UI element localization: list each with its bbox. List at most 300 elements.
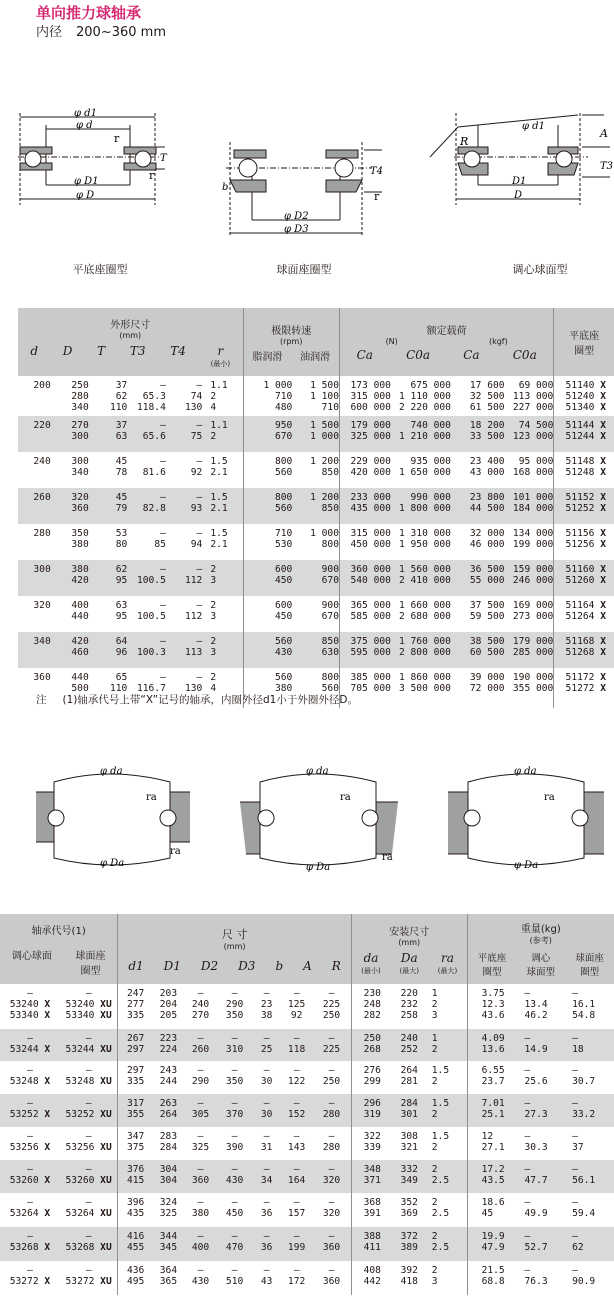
cell-c0a: 1 860 000 3 500 000 <box>398 672 451 694</box>
cell-T3: – 81.6 <box>142 456 166 478</box>
cell-A: – 152 <box>287 1098 306 1120</box>
bearing-number: 51340 <box>565 402 595 413</box>
table-row: – 53264 X – 53264 XU 396 435 324 325 – 380 – 450 – 36 – 157 – 320 368 391 352 369 2 2.5 18.6 45 – 49.9 – 59.4 <box>0 1193 614 1227</box>
cell-w3: – 62 <box>572 1231 584 1253</box>
cell-Da: 220 232 258 <box>400 988 418 1021</box>
cell-w2: – 25.6 <box>524 1065 548 1087</box>
cell-D1: 304 304 <box>159 1164 178 1186</box>
bearing-number: 51240 <box>565 391 595 402</box>
cell-o: 850 630 <box>321 636 339 658</box>
bearing-code: 53340 <box>9 1010 39 1021</box>
table-row: 320 400 440 63 95 – 100.5 – 112 2 3 600 450 900 670 365 000 585 000 1 660 000 2 680 000 37 500 59 500 169 000 273 000 51164 X 51264 X <box>18 596 614 632</box>
cell-o: 1 200 850 <box>310 492 339 514</box>
cell-T4: – 94 <box>190 528 203 550</box>
cell-ca: 360 000 540 000 <box>339 560 390 596</box>
cell-w3: – 16.1 54.8 <box>572 988 596 1021</box>
cell-D2: – 240 270 <box>191 988 210 1021</box>
cell-d1: 376 415 <box>118 1160 153 1193</box>
cell-Da: 308 321 <box>400 1131 418 1153</box>
cell-w1: 3.75 12.3 43.6 <box>467 984 510 1029</box>
bearing-code: – <box>27 1197 33 1208</box>
bearing-code: – <box>85 988 92 999</box>
bearing-code: – <box>27 1265 33 1276</box>
table-row: 220 270 300 37 63 – 65.6 – 75 1.1 2 950 670 1 500 1 000 179 000 325 000 740 000 1 210 000 18 200 33 500 74 500 123 000 51144 X 51244 X <box>18 416 614 452</box>
cell-da: 276 299 <box>351 1061 392 1094</box>
label-b: b <box>222 182 229 193</box>
mount-diagram-align <box>444 762 614 874</box>
table-row: 300 380 420 62 95 – 100.5 – 112 2 3 600 450 900 670 360 000 540 000 1 560 000 2 410 000 36 500 55 000 159 000 246 000 51160 X 51260 X <box>18 560 614 596</box>
diagram-label-align: 调心球面型 <box>512 263 568 276</box>
cell-D2: – 430 <box>191 1265 210 1287</box>
svg-text:ra: ra <box>146 792 157 803</box>
header-speed: 极限转速 (rpm) 脂润滑 油润滑 <box>243 308 339 376</box>
cell-ca: 365 000 585 000 <box>339 596 390 632</box>
cell-T: 65 110 <box>109 672 128 694</box>
cell-r: 2 3 <box>210 564 217 586</box>
cell-c0ak: 169 000 273 000 <box>512 600 554 622</box>
table-row: – 53268 X – 53268 XU 416 455 344 345 – 400 – 470 – 36 – 199 – 360 388 411 372 389 2 2.5 19.9 47.9 – 52.7 – 62 <box>0 1227 614 1261</box>
cell-c0a: 675 000 1 110 000 2 220 000 <box>398 380 451 413</box>
cell-d: 260 <box>33 492 51 503</box>
cell-D: 380 420 <box>71 564 89 586</box>
diagram-label-sphere: 球面座圈型 <box>276 263 332 276</box>
cell-d: 320 <box>33 600 51 611</box>
bearing-number: 51248 <box>565 467 595 478</box>
cell-T4: – 75 <box>190 420 203 442</box>
table-row: – 53244 X – 53244 XU 267 297 223 224 – 260 – 310 – 25 – 118 – 225 250 268 240 252 1 2 4.09 13.6 – 14.9 – 18 <box>0 1029 614 1061</box>
label-r: r <box>374 190 380 203</box>
cell-T3: – 116.7 <box>136 672 166 694</box>
label-A: A <box>600 127 608 140</box>
cell-b: – 34 <box>260 1164 273 1186</box>
cell-cak: 38 500 60 500 <box>469 636 505 658</box>
cell-A: – 164 <box>287 1164 306 1186</box>
cell-D1: 263 264 <box>159 1098 178 1120</box>
cell-A: – 118 <box>287 1033 306 1055</box>
cell-R: – 225 <box>322 1033 341 1055</box>
cell-D: 300 340 <box>71 456 89 478</box>
cell-c0ak: 190 000 355 000 <box>512 672 554 694</box>
bearing-code: 53260 <box>65 1175 95 1186</box>
cell-D2: – 380 <box>191 1197 210 1219</box>
cell-T: 37 62 110 <box>109 380 128 413</box>
bearing-code: – <box>27 1231 33 1242</box>
cell-Da: 240 252 <box>400 1033 418 1055</box>
cell-c0a: 1 310 000 1 950 000 <box>398 528 451 550</box>
cell-T: 53 80 <box>115 528 128 550</box>
header-dims: 外形尺寸 (mm) d D T T3 T4 r (最小) <box>30 319 231 368</box>
cell-D3: – 390 <box>225 1131 244 1153</box>
bearing-code: – <box>85 1265 92 1276</box>
table-row: – 53256 X – 53256 XU 347 375 283 284 – 325 – 390 – 31 – 143 – 280 322 339 308 321 1.5 2 12 27.1 – 30.3 – 37 <box>0 1127 614 1160</box>
svg-text:ra: ra <box>340 792 351 803</box>
table-row: – 53260 X – 53260 XU 376 415 304 304 – 360 – 430 – 34 – 164 – 320 348 371 332 349 2 2.5 17.2 43.5 – 47.7 – 56.1 <box>0 1160 614 1193</box>
bearing-number: 51244 <box>565 431 595 442</box>
svg-text:φ da: φ da <box>306 766 329 777</box>
bearing-code: 53252 <box>9 1109 39 1120</box>
cell-d: 340 <box>33 636 51 647</box>
cell-ca: 375 000 595 000 <box>339 632 390 668</box>
page-subtitle <box>36 21 180 40</box>
cell-Da: 284 301 <box>400 1098 418 1120</box>
self-aligning-diagram <box>428 105 614 220</box>
cell-g: 600 450 <box>243 596 292 632</box>
svg-text:ra: ra <box>382 852 393 863</box>
cell-D2: – 290 <box>191 1065 210 1087</box>
cell-o: 1 200 850 <box>310 456 339 478</box>
cell-ra: 2 2.5 <box>431 1164 450 1186</box>
cell-T: 45 78 <box>115 456 128 478</box>
cell-da: 296 319 <box>351 1094 392 1127</box>
cell-da: 250 268 <box>351 1029 392 1061</box>
cell-ra: 1.5 2 <box>431 1131 450 1153</box>
cell-cak: 32 000 46 000 <box>469 528 505 550</box>
label-d: φ d <box>76 120 93 131</box>
subtitle-label: 内径 <box>36 25 63 40</box>
cell-g: 800 560 <box>243 452 292 488</box>
cell-b: – 30 <box>260 1098 273 1120</box>
bearing-code: 53268 <box>65 1242 95 1253</box>
cell-o: 1 500 1 100 710 <box>310 380 339 413</box>
bearing-number: 51272 <box>565 683 595 694</box>
label-r: r <box>114 132 120 145</box>
cell-b: – 36 <box>260 1231 273 1253</box>
bearing-code: – <box>27 1131 33 1142</box>
bearing-code: 53252 <box>65 1109 95 1120</box>
cell-w1: 19.9 47.9 <box>467 1227 510 1261</box>
cell-g: 1 000 710 480 <box>243 376 292 416</box>
cell-D: 400 440 <box>71 600 89 622</box>
label-T: T <box>160 153 167 164</box>
cell-b: – 31 <box>260 1131 273 1153</box>
cell-d: 300 <box>33 564 51 575</box>
cell-D2: – 305 <box>191 1098 210 1120</box>
cell-R: – 225 250 <box>322 988 341 1021</box>
cell-A: – 125 92 <box>287 988 306 1021</box>
cell-d: 200 <box>33 380 51 391</box>
cell-R: – 320 <box>322 1197 341 1219</box>
cell-ra: 2 2.5 <box>431 1197 450 1219</box>
cell-c0ak: 134 000 199 000 <box>512 528 554 550</box>
cell-T3: – 65.6 <box>142 420 166 442</box>
bearing-code: 53272 <box>65 1276 95 1287</box>
cell-Da: 264 281 <box>400 1065 418 1087</box>
cell-A: – 172 <box>287 1265 306 1287</box>
cell-o: 900 670 <box>321 564 339 586</box>
cell-g: 800 560 <box>243 488 292 524</box>
bearing-code: – <box>27 988 33 999</box>
cell-ca: 173 000 315 000 600 000 <box>339 376 390 416</box>
bearing-number: 51152 <box>565 492 595 503</box>
label-d1: φ d1 <box>522 121 545 132</box>
cell-w1: 17.2 43.5 <box>467 1160 510 1193</box>
label-D: D <box>514 190 523 201</box>
cell-D3: – 450 <box>225 1197 244 1219</box>
cell-c0ak: 74 500 123 000 <box>512 420 554 442</box>
header-mount: 安装尺寸 (mm) da (最小) Da (最大) ra (最大) <box>351 914 467 984</box>
bearing-number: 51260 <box>565 575 595 586</box>
cell-w1: 21.5 68.8 <box>467 1261 510 1295</box>
cell-D1: 364 365 <box>159 1265 178 1287</box>
cell-T4: – 112 <box>184 600 203 622</box>
cell-R: – 360 <box>322 1231 341 1253</box>
cell-Da: 332 349 <box>400 1164 418 1186</box>
bearing-code: – <box>27 1164 33 1175</box>
bearing-number: 51160 <box>565 564 595 575</box>
cell-r: 2 3 <box>210 636 217 658</box>
cell-g: 600 450 <box>243 560 292 596</box>
table-row: – 53252 X – 53252 XU 317 355 263 264 – 305 – 370 – 30 – 152 – 280 296 319 284 301 1.5 2 7.01 25.1 – 27.3 – 33.2 <box>0 1094 614 1127</box>
cell-D: 350 380 <box>71 528 89 550</box>
cell-w3: – 37 <box>572 1131 584 1153</box>
svg-text:φ Da: φ Da <box>514 860 539 871</box>
bearing-code: 53268 <box>9 1242 39 1253</box>
cell-T4: – 112 <box>184 564 203 586</box>
cell-o: 1 000 800 <box>310 528 339 550</box>
cell-w1: 6.55 23.7 <box>467 1061 510 1094</box>
cell-T: 45 79 <box>115 492 128 514</box>
header-weight: 重量(kg) (参考) 平底座 圈型 调心 球面型 球面座 圈型 <box>467 914 614 984</box>
cell-r: 1.1 2 4 <box>210 380 228 413</box>
bearing-code: 53240 <box>9 999 39 1010</box>
cell-w2: – 49.9 <box>524 1197 548 1219</box>
cell-D1: 223 224 <box>159 1033 178 1055</box>
cell-ra: 2 3 <box>431 1265 438 1287</box>
cell-w3: – 90.9 <box>572 1265 596 1287</box>
cell-w1: 18.6 45 <box>467 1193 510 1227</box>
mount-diagram-flat <box>30 762 200 874</box>
cell-d1: 247 277 335 <box>118 984 153 1029</box>
cell-D3: – 430 <box>225 1164 244 1186</box>
cell-g: 560 430 <box>243 632 292 668</box>
svg-text:φ da: φ da <box>514 766 537 777</box>
cell-cak: 36 500 55 000 <box>469 564 505 586</box>
label-D: φ D <box>76 190 95 201</box>
bearing-number: 51148 <box>565 456 595 467</box>
label-D2: φ D2 <box>284 211 309 222</box>
subtitle-range: 200~360 mm <box>76 25 166 40</box>
cell-A: – 199 <box>287 1231 306 1253</box>
cell-A: – 143 <box>287 1131 306 1153</box>
cell-T: 62 95 <box>115 564 128 586</box>
label-D3: φ D3 <box>284 224 309 235</box>
cell-da: 230 248 282 <box>351 984 392 1029</box>
cell-R: – 360 <box>322 1265 341 1287</box>
bearing-code: – <box>27 1098 33 1109</box>
header-code: 轴承代号(1) 调心球面 球面座 圈型 <box>11 925 106 977</box>
cell-R: – 280 <box>322 1098 341 1120</box>
cell-Da: 352 369 <box>400 1197 418 1219</box>
cell-b: – 25 <box>260 1033 273 1055</box>
cell-ca: 229 000 420 000 <box>339 452 390 488</box>
cell-w1: 12 27.1 <box>467 1127 510 1160</box>
cell-ca: 179 000 325 000 <box>339 416 390 452</box>
cell-c0ak: 101 000 184 000 <box>512 492 554 514</box>
cell-D3: – 510 <box>225 1265 244 1287</box>
cell-D1: 344 345 <box>159 1231 178 1253</box>
cell-b: – 36 <box>260 1197 273 1219</box>
cell-T: 64 96 <box>115 636 128 658</box>
cell-A: – 122 <box>287 1065 306 1087</box>
table-row: 340 420 460 64 96 – 100.3 – 113 2 3 560 430 850 630 375 000 595 000 1 760 000 2 800 000 38 500 60 500 179 000 285 000 51168 X 51268 X <box>18 632 614 668</box>
bearing-number: 51168 <box>565 636 595 647</box>
cell-c0a: 935 000 1 650 000 <box>398 456 451 478</box>
label-T3: T3 <box>600 161 614 172</box>
cell-w3: – 18 <box>572 1033 584 1055</box>
cell-cak: 23 800 44 500 <box>469 492 505 514</box>
cell-T4: – 93 <box>190 492 203 514</box>
cell-b: – 43 <box>260 1265 273 1287</box>
cell-r: 2 3 <box>210 600 217 622</box>
dimensions-table <box>18 308 614 708</box>
bearing-code: 53340 <box>65 1010 95 1021</box>
cell-D2: – 260 <box>191 1033 210 1055</box>
cell-da: 368 391 <box>351 1193 392 1227</box>
cell-w2: – 47.7 <box>524 1164 548 1186</box>
cell-T4: – 92 <box>190 456 203 478</box>
bearing-number: 51140 <box>565 380 595 391</box>
cell-w3: – 56.1 <box>572 1164 596 1186</box>
footnote: 注 (1)轴承代号上带“X”记号的轴承，内圈外径d1小于外圈外径D。 <box>36 694 358 706</box>
cell-ra: 1 2 3 <box>431 988 438 1021</box>
cell-Da: 372 389 <box>400 1231 418 1253</box>
bearing-code: – <box>85 1033 92 1044</box>
cell-w3: – 33.2 <box>572 1098 596 1120</box>
cell-D1: 283 284 <box>159 1131 178 1153</box>
label-r2: r <box>149 169 155 182</box>
cell-c0ak: 69 000 113 000 227 000 <box>512 380 554 413</box>
bearing-code: 53260 <box>9 1175 39 1186</box>
table-row: 240 300 340 45 78 – 81.6 – 92 1.5 2.1 800 560 1 200 850 229 000 420 000 935 000 1 650 000 23 400 43 000 95 000 168 000 51148 X 51248 X <box>18 452 614 488</box>
cell-d1: 317 355 <box>118 1094 153 1127</box>
flat-seat-diagram <box>10 105 170 220</box>
cell-T3: – 100.5 <box>136 564 166 586</box>
table-row: – 53248 X – 53248 XU 297 335 243 244 – 290 – 350 – 30 – 122 – 250 276 299 264 281 1.5 2 6.55 23.7 – 25.6 – 30.7 <box>0 1061 614 1094</box>
bearing-code: – <box>27 1065 33 1076</box>
cell-D2: – 325 <box>191 1131 210 1153</box>
cell-ca: 233 000 435 000 <box>339 488 390 524</box>
cell-T4: – 130 <box>184 672 203 694</box>
bearing-code: 53272 <box>9 1276 39 1287</box>
cell-g: 560 380 <box>243 668 292 708</box>
bearing-code: – <box>27 1033 33 1044</box>
table-row: 200 250 280 340 37 62 110 – 65.3 118.4 – 74 130 1.1 2 4 1 000 710 480 1 500 1 100 710 173 000 315 000 600 000 675 000 1 110 000 2 220 000 17 600 32 500 61 500 69 000 113 000 227 000 51140 X 51240 X 51340 X <box>18 376 614 416</box>
cell-w2: – 52.7 <box>524 1231 548 1253</box>
cell-b: – 23 38 <box>260 988 273 1021</box>
label-d1: φ d1 <box>74 108 97 119</box>
cell-R: – 280 <box>322 1131 341 1153</box>
cell-d1: 416 455 <box>118 1227 153 1261</box>
cell-T3: – 100.3 <box>136 636 166 658</box>
bearing-code: 53240 <box>65 999 95 1010</box>
cell-ra: 1.5 2 <box>431 1065 450 1087</box>
cell-cak: 17 600 32 500 61 500 <box>469 380 505 413</box>
cell-d1: 396 435 <box>118 1193 153 1227</box>
cell-d: 220 <box>33 420 51 431</box>
svg-text:ra: ra <box>544 792 555 803</box>
cell-D: 320 360 <box>71 492 89 514</box>
cell-D1: 243 244 <box>159 1065 178 1087</box>
bearing-code: 53244 <box>65 1044 95 1055</box>
cell-D: 270 300 <box>71 420 89 442</box>
svg-text:φ Da: φ Da <box>306 862 331 873</box>
cell-D2: – 360 <box>191 1164 210 1186</box>
bearing-code: 53256 <box>65 1142 95 1153</box>
svg-text:φ da: φ da <box>100 766 123 777</box>
diagram-label-flat: 平底座圈型 <box>72 263 128 276</box>
cell-D: 440 500 <box>71 672 89 694</box>
cell-ra: 1 2 <box>431 1033 438 1055</box>
cell-da: 388 411 <box>351 1227 392 1261</box>
svg-text:ra: ra <box>170 846 181 857</box>
table-row: – 53240 X 53340 X – 53240 XU 53340 XU 247 277 335 203 204 205 – 240 270 – 290 350 – 23 38 – 125 92 – 225 250 230 248 282 220 232 258 1 2 3 3.75 12.3 43.6 – 13.4 46.2 – 16.1 54.8 <box>0 984 614 1029</box>
bearing-code: – <box>85 1231 92 1242</box>
cell-d: 360 <box>33 672 51 683</box>
label-D1: D1 <box>512 176 527 187</box>
label-D1: φ D1 <box>74 176 99 187</box>
header-type: 平底座 圈型 <box>554 308 614 376</box>
cell-ca: 385 000 705 000 <box>339 668 390 708</box>
table-row: – 53272 X – 53272 XU 436 495 364 365 – 430 – 510 – 43 – 172 – 360 408 442 392 418 2 3 21.5 68.8 – 76.3 – 90.9 <box>0 1261 614 1295</box>
bearing-number: 51256 <box>565 539 595 550</box>
cell-c0a: 1 760 000 2 800 000 <box>398 636 451 658</box>
cell-ra: 2 2.5 <box>431 1231 450 1253</box>
table-row: 260 320 360 45 79 – 82.8 – 93 1.5 2.1 800 560 1 200 850 233 000 435 000 990 000 1 800 000 23 800 44 500 101 000 184 000 51152 X 51252 X <box>18 488 614 524</box>
bearing-number: 51164 <box>565 600 595 611</box>
bearing-code: – <box>85 1098 92 1109</box>
cell-T3: – 65.3 118.4 <box>136 380 166 413</box>
bearing-code: 53264 <box>9 1208 39 1219</box>
cell-D: 250 280 340 <box>71 380 89 413</box>
cell-w2: – 13.4 46.2 <box>524 988 548 1021</box>
mounting-table <box>0 914 614 1295</box>
cell-D3: – 370 <box>225 1098 244 1120</box>
bearing-number: 51144 <box>565 420 595 431</box>
cell-D1: 203 204 205 <box>159 988 178 1021</box>
mount-diagram-sphere <box>236 762 406 874</box>
cell-r: 2 4 <box>210 672 217 694</box>
cell-da: 408 442 <box>351 1261 392 1295</box>
cell-cak: 37 500 59 500 <box>469 600 505 622</box>
cell-A: – 157 <box>287 1197 306 1219</box>
cell-w3: – 59.4 <box>572 1197 596 1219</box>
cell-r: 1.5 2.1 <box>210 492 228 514</box>
page-title: 单向推力球轴承 <box>36 4 142 22</box>
bearing-number: 51172 <box>565 672 595 683</box>
label-T4: T4 <box>370 166 384 177</box>
cell-r: 1.1 2 <box>210 420 228 442</box>
spherical-seat-diagram <box>222 140 392 240</box>
cell-R: – 250 <box>322 1065 341 1087</box>
cell-cak: 23 400 43 000 <box>469 456 505 478</box>
cell-ra: 1.5 2 <box>431 1098 450 1120</box>
bearing-code: 53256 <box>9 1142 39 1153</box>
bearing-code: – <box>85 1197 92 1208</box>
cell-cak: 39 000 72 000 <box>469 672 505 694</box>
cell-r: 1.5 2.1 <box>210 528 228 550</box>
bearing-code: – <box>85 1065 92 1076</box>
cell-d: 240 <box>33 456 51 467</box>
label-R: R <box>460 135 469 148</box>
cell-ca: 315 000 450 000 <box>339 524 390 560</box>
cell-o: 800 560 <box>321 672 339 694</box>
cell-r: 1.5 2.1 <box>210 456 228 478</box>
bearing-code: – <box>85 1164 92 1175</box>
cell-b: – 30 <box>260 1065 273 1087</box>
table-row: 280 350 380 53 80 – 85 – 94 1.5 2.1 710 530 1 000 800 315 000 450 000 1 310 000 1 950 000 32 000 46 000 134 000 199 000 51156 X 51256 X <box>18 524 614 560</box>
cell-D1: 324 325 <box>159 1197 178 1219</box>
cell-T3: – 82.8 <box>142 492 166 514</box>
